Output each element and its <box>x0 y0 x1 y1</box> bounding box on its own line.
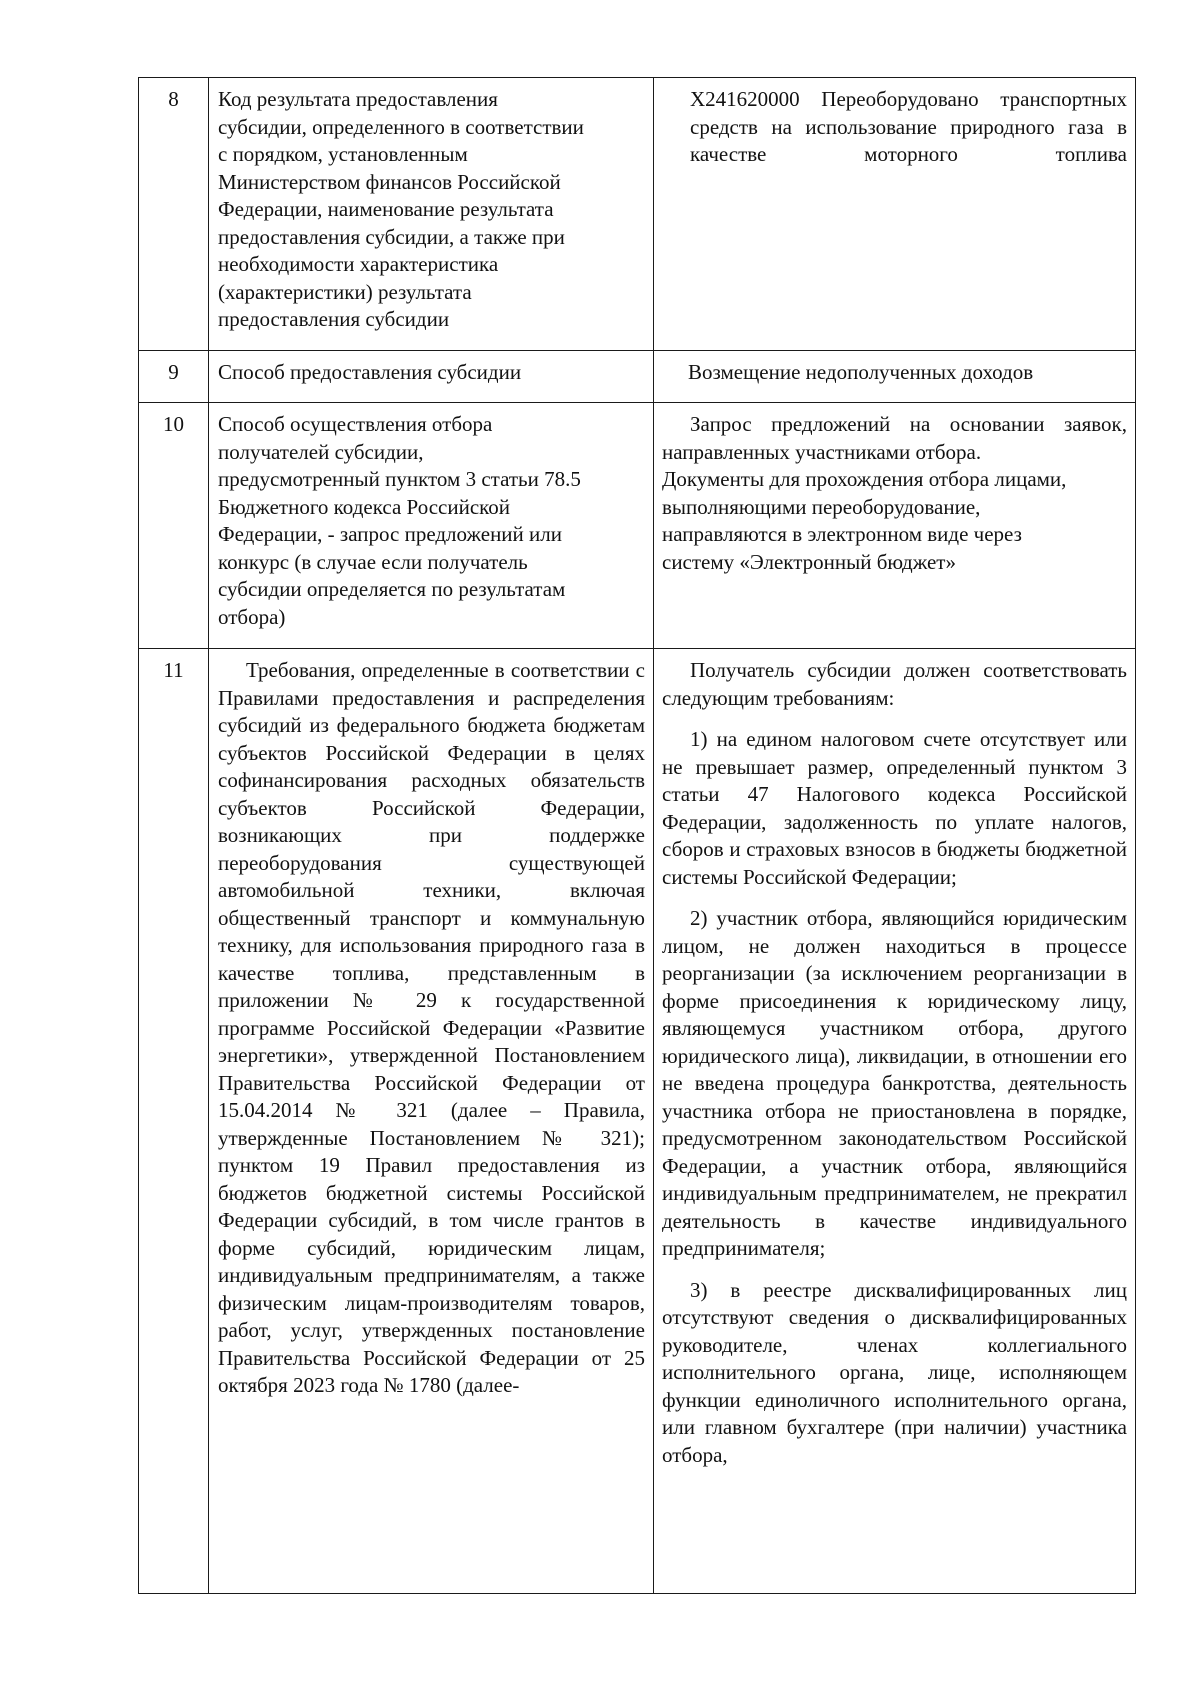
table-row-10 <box>139 403 1136 649</box>
row-number: 11 <box>139 649 209 1594</box>
result-code-line: X241620000 Переоборудовано транспортных средств на использование природного газа в качестве моторного топлива <box>690 87 1127 166</box>
selection-method-paragraph: Запрос предложений на основании заявок, направленных участниками отбора. <box>662 412 1127 464</box>
row-value <box>654 649 1136 1594</box>
row-value: Возмещение недополученных доходов <box>654 351 1136 403</box>
row-number: 8 <box>139 78 209 351</box>
table-row-11 <box>139 649 1136 1594</box>
row-label: Требования, определенные в соответствии с Правилами предоставления и распределения субсидий из федерального бюджета бюджетам субъектов Российской Федерации в целях софинансирования расходных обязательств субъектов Российской Федерации, возникающих при поддержке переоборудования существующей автомобильной техники, включая общественный транспорт и коммунальную технику, для использования природного газа в качестве топлива, представленным в приложении № 29 к государственной программе Российской Федерации «Развитие энергетики», утвержденной Постановлением Правительства Российской Федерации от 15.04.2014 № 321 (далее – Правила, утвержденные Постановлением № 321); пунктом 19 Правил предоставления из бюджетов бюджетной системы Российской Федерации субсидий, в том числе грантов в форме субсидий, юридическим лицам, индивидуальным предпринимателям, а также физическим лицам-производителям товаров, работ, услуг, утвержденных постановление Правительства Российской Федерации от 25 октября 2023 года № 1780 (далее- <box>209 649 654 1594</box>
row-number: 9 <box>139 351 209 403</box>
row-value <box>654 78 1136 351</box>
requirement-item-3: 3) в реестре дисквалифицированных лиц отсутствуют сведения о дисквалифицированных руководителе, членах коллегиального исполнительного органа, лице, исполняющем функции единоличного исполнительного органа, или главном бухгалтере (при наличии) участника отбора, <box>662 1277 1127 1467</box>
row-label: Способ осуществления отбора получателей субсидии, предусмотренный пунктом 3 статьи 78.5 Бюджетного кодекса Российской Федерации, - запрос предложений или конкурс (в случае если получатель субсидии определяется по результатам отбора) <box>209 403 654 649</box>
row-value <box>654 403 1136 649</box>
table-row-8 <box>139 78 1136 351</box>
table-row-9 <box>139 351 1136 403</box>
row-label: Код результата предоставления субсидии, определенного в соответствии с порядком, установленным Министерством финансов Российской Федерации, наименование результата предоставления субсидии, а также при необходимости характеристика (характеристики) результата предоставления субсидии <box>209 78 654 351</box>
row-number: 10 <box>139 403 209 649</box>
requirements-table <box>138 77 1136 1594</box>
requirements-intro: Получатель субсидии должен соответствовать следующим требованиям: <box>662 658 1127 710</box>
documents-paragraph: Документы для прохождения отбора лицами, выполняющими переоборудование, направляются в электронном виде через систему «Электронный бюджет» <box>662 467 1067 574</box>
requirement-item-2: 2) участник отбора, являющийся юридическим лицом, не должен находиться в процессе реорганизации (за исключением реорганизации в форме присоединения к юридическому лицу, являющемуся участником отбора, другого юридического лица), ликвидации, в отношении его не введена процедура банкротства, деятельность участника отбора не приостановлена в порядке, предусмотренном законодательством Российской Федерации, а участник отбора, являющийся индивидуальным предпринимателем, не прекратил деятельность в качестве индивидуального предпринимателя; <box>662 906 1127 1260</box>
row-label: Способ предоставления субсидии <box>209 351 654 403</box>
requirement-item-1: 1) на едином налоговом счете отсутствует или не превышает размер, определенный пунктом 3 статьи 47 Налогового кодекса Российской Федерации, задолженность по уплате налогов, сборов и страховых взносов в бюджеты бюджетной системы Российской Федерации; <box>662 727 1127 889</box>
